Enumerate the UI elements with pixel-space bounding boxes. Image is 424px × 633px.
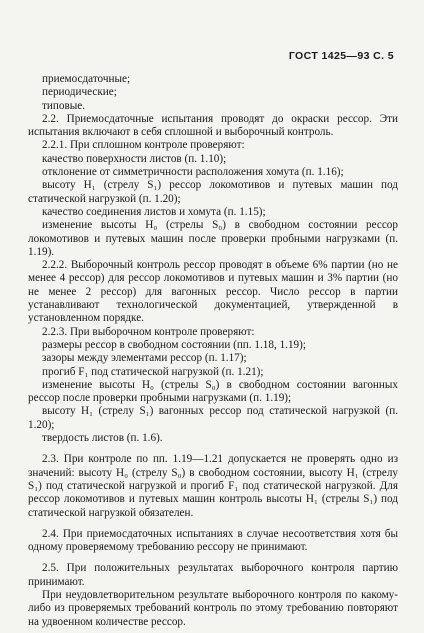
list-item: изменение высоты H₀ (стрелы S₀) в свободном состоянии вагонных рессор после проверки пробными нагрузками (п. 1.19); [28,378,398,405]
section-2-2-1: 2.2.1. При сплошном контроле проверяют: [42,139,245,152]
section-2-3: 2.3. При контроле по пп. 1.19—1.21 допускается не проверять одно из значений: высоту H₀ (стрелу S₀) в свободном состоянии, высоту H₁ (стрелу S₁) под статической нагрузкой и прогиб F₁ под статической нагрузкой. Для рессор локомотивов и путевых машин контроль высоты H₁ (стрелы S₁) под статической нагрузкой обязателен. [28,453,398,519]
section-2-2-2: 2.2.2. Выборочный контроль рессор проводят в объеме 6% партии (но не менее 4 рессор) для рессор локомотивов и путевых машин и 3% партии (но не менее 2 рессор) для вагонных рессор. Число рессор в партии устанавливают технологической документацией, утвержденной в установленном порядке. [28,259,398,325]
list-item: изменение высоты H₀ (стрелы S₀) в свободном состоянии рессор локомотивов и путевых машин после проверки пробными нагрузками (п. 1.19). [28,219,398,258]
section-2-5: 2.5. При положительных результатах выборочного контроля партию принимают. [28,562,398,588]
list-item: отклонение от симметричности расположения хомута (п. 1.16); [42,166,344,179]
list-item: качество поверхности листов (п. 1.10); [42,152,227,165]
paragraph: При неудовлетворительном результате выборочного контроля по какому-либо из проверяемых требований контроль по этому требованию повторяют на удвоенном количестве рессор. [28,588,398,628]
list-item: высоту H₁ (стрелу S₁) вагонных рессор под статической нагрузкой (п. 1.20); [28,405,398,431]
list-item: периодические; [42,86,117,99]
body-text [28,73,398,629]
list-item: размеры рессор в свободном состоянии (пп. 1.18, 1.19); [42,338,306,351]
list-item: высоту H₁ (стрелу S₁) рессор локомотивов и путевых машин под статической нагрузкой (п. 1.20); [28,179,398,205]
list-item: качество соединения листов и хомута (п. 1.15); [42,205,266,218]
section-2-2-3: 2.2.3. При выборочном контроле проверяют: [42,325,255,338]
list-item: зазоры между элементами рессор (п. 1.17); [42,352,247,365]
section-2-4: 2.4. При приемосдаточных испытаниях в случае несоответствия хотя бы одному проверяемому требованию рессору не принимают. [28,527,398,554]
list-item: типовые. [42,99,86,112]
section-2-2: 2.2. Приемосдаточные испытания проводят до окраски рессор. Эти испытания включают в себя сплошной и выборочный контроль. [28,112,398,139]
list-item: твердость листов (п. 1.6). [42,432,163,445]
page-header: ГОСТ 1425—93 С. 5 [288,50,394,62]
list-item: прогиб F₁ под статической нагрузкой (п. 1.21); [42,365,264,378]
list-item: приемосдаточные; [42,73,131,85]
